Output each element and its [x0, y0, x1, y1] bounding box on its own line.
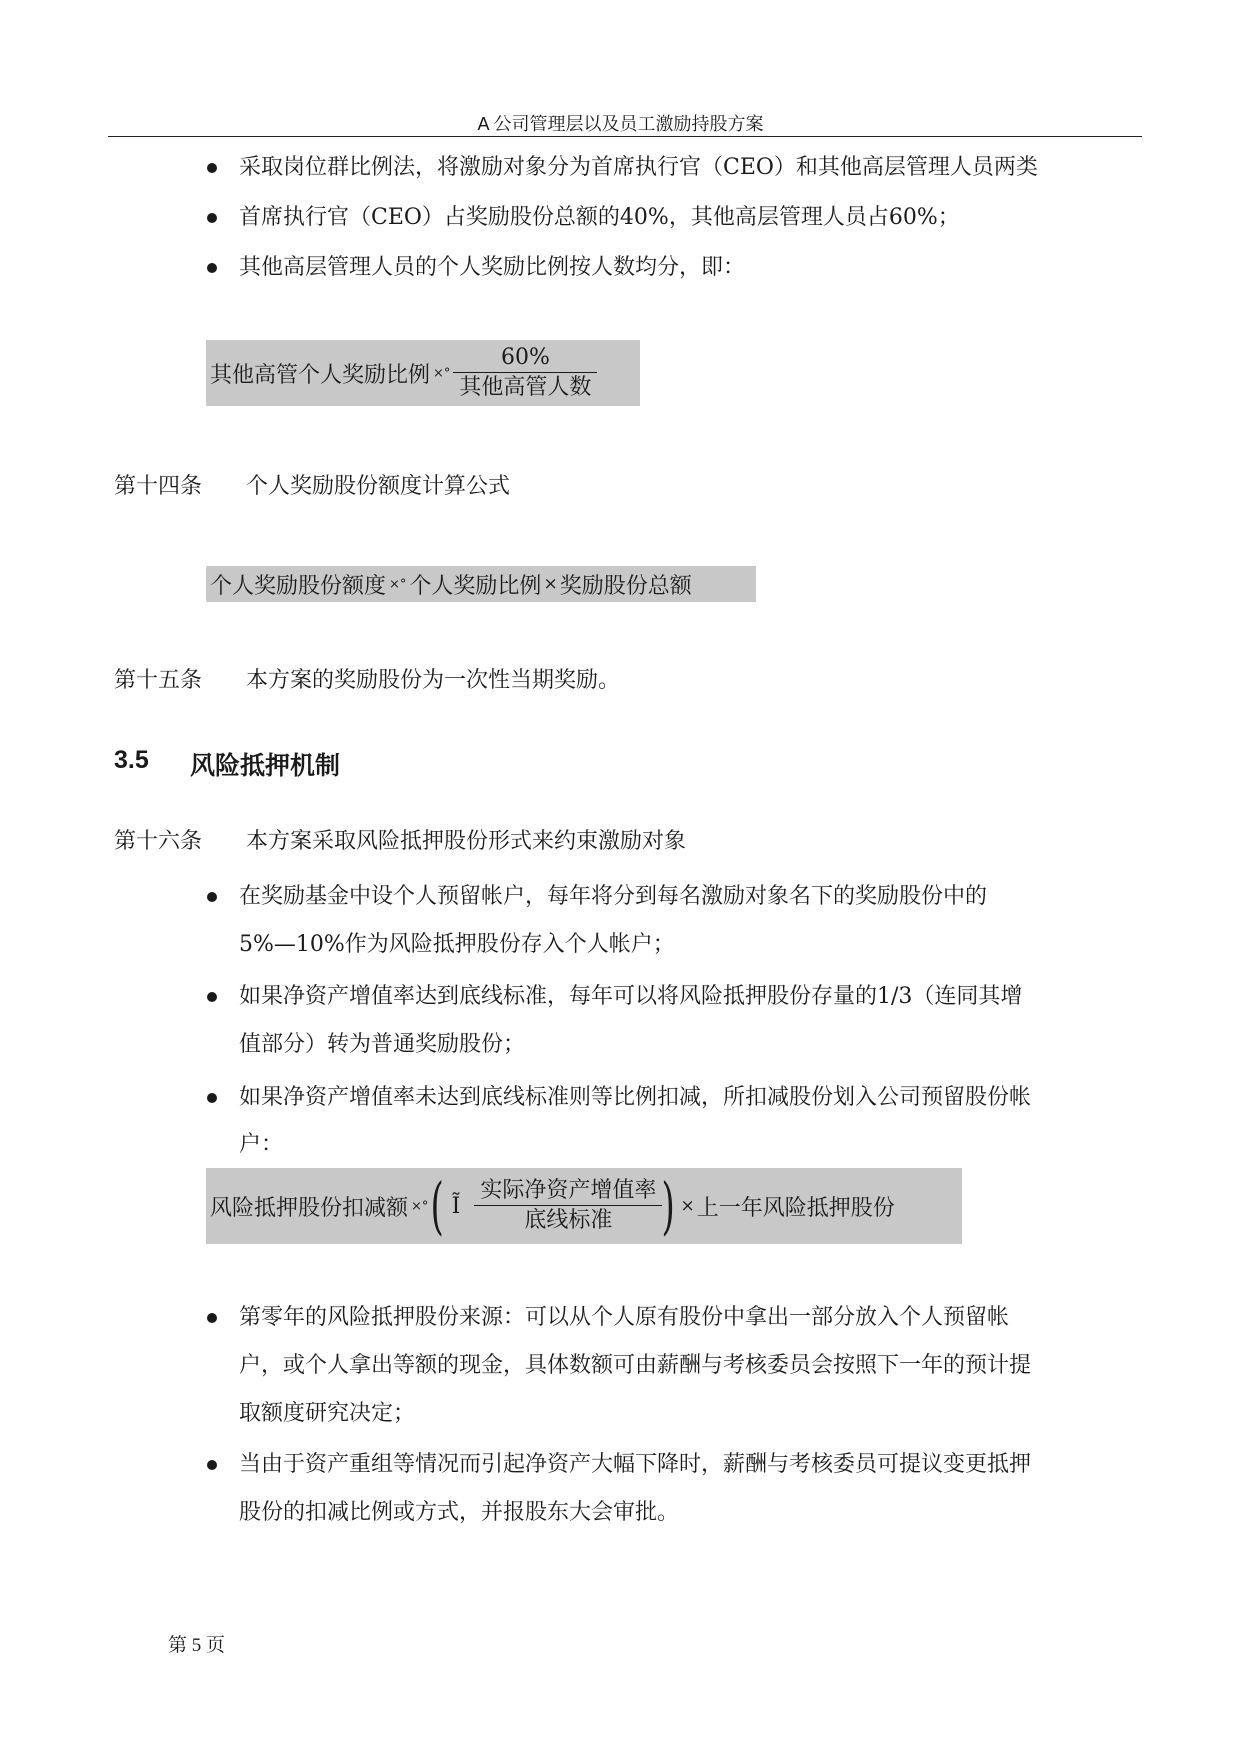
- bullet-text-continuation: 5%—10%作为风险抵押股份存入个人帐户；: [239, 932, 675, 957]
- article-14-label: 第十四条: [114, 474, 203, 499]
- article-16-label: 第十六条: [114, 829, 203, 854]
- bullet-dot: [207, 1460, 217, 1470]
- formula-individual-amount: [206, 566, 756, 602]
- bullet-dot: [207, 163, 217, 173]
- open-paren: (: [430, 1169, 445, 1242]
- bullet-text: 当由于资产重组等情况而引起净资产大幅下降时，薪酬与考核委员可提议变更抵押: [239, 1452, 1032, 1477]
- bullet-dot: [207, 1313, 217, 1323]
- bullet-dot: [207, 213, 217, 223]
- formula-rhs: 上一年风险抵押股份: [696, 1195, 895, 1221]
- fraction-numerator: 实际净资产增值率: [480, 1177, 657, 1203]
- article-15-text: 本方案的奖励股份为一次性当期奖励。: [246, 668, 621, 693]
- bullet-dot: [207, 992, 217, 1002]
- bullet-text: 如果净资产增值率达到底线标准，每年可以将风险抵押股份存量的1/3（连同其增: [239, 984, 1023, 1009]
- section-number: 3.5: [114, 746, 149, 774]
- article-15-label: 第十五条: [114, 668, 203, 693]
- formula-lhs: 其他高管个人奖励比例: [210, 362, 431, 388]
- times-glyph: ×: [543, 574, 558, 594]
- fraction-denominator: 底线标准: [474, 1205, 662, 1236]
- bullet-text: 第零年的风险抵押股份来源：可以从个人原有股份中拿出一部分放入个人预留帐: [239, 1305, 1010, 1330]
- bullet-text: 在奖励基金中设个人预留帐户，每年将分到每名激励对象名下的奖励股份中的: [239, 884, 988, 909]
- formula-other-exec-ratio: [206, 340, 640, 406]
- formula-term: 个人奖励比例: [409, 573, 542, 599]
- document-header-title: A 公司管理层以及员工激励持股方案: [477, 114, 764, 134]
- bullet-text: 其他高层管理人员的个人奖励比例按人数均分，即：: [239, 255, 746, 280]
- bullet-dot: [207, 1093, 217, 1103]
- formula-term: 奖励股份总额: [559, 573, 692, 599]
- formula-lhs: 个人奖励股份额度: [210, 573, 387, 599]
- bullet-text: 采取岗位群比例法，将激励对象分为首席执行官（CEO）和其他高层管理人员两类: [239, 155, 1038, 180]
- bullet-text-continuation: 值部分）转为普通奖励股份；: [239, 1032, 526, 1057]
- bullet-text-continuation: 户：: [239, 1132, 284, 1157]
- page-number: 第 5 页: [168, 1635, 226, 1656]
- header-divider: [108, 136, 1142, 137]
- times-glyph: ×: [680, 1196, 695, 1216]
- close-paren: ): [661, 1169, 676, 1242]
- bullet-text: 首席执行官（CEO）占奖励股份总额的40%，其他高层管理人员占60%；: [239, 205, 960, 230]
- bullet-text-continuation: 股份的扣减比例或方式，并报股东大会审批。: [239, 1500, 680, 1525]
- fraction: [453, 344, 597, 403]
- equals-glyph: ×°: [433, 365, 451, 381]
- bullet-text-continuation: 户，或个人拿出等额的现金，具体数额可由薪酬与考核委员会按照下一年的预计提: [239, 1353, 1032, 1378]
- article-14-text: 个人奖励股份额度计算公式: [246, 474, 511, 499]
- equals-glyph: ×°: [389, 576, 407, 592]
- bullet-dot: [207, 892, 217, 902]
- fraction: [474, 1177, 662, 1236]
- one-symbol: Ĩ: [451, 1193, 461, 1219]
- section-title: 风险抵押机制: [190, 752, 341, 780]
- formula-lhs: 风险抵押股份扣减额: [210, 1195, 409, 1221]
- bullet-text: 如果净资产增值率未达到底线标准则等比例扣减，所扣减股份划入公司预留股份帐: [239, 1085, 1032, 1110]
- formula-risk-deduction: [206, 1168, 962, 1244]
- article-16-text: 本方案采取风险抵押股份形式来约束激励对象: [246, 829, 687, 854]
- fraction-denominator: 其他高管人数: [453, 372, 597, 403]
- fraction-numerator: 60%: [500, 344, 550, 370]
- equals-glyph: ×°: [411, 1198, 429, 1214]
- bullet-text-continuation: 取额度研究决定；: [239, 1401, 416, 1426]
- bullet-dot: [207, 263, 217, 273]
